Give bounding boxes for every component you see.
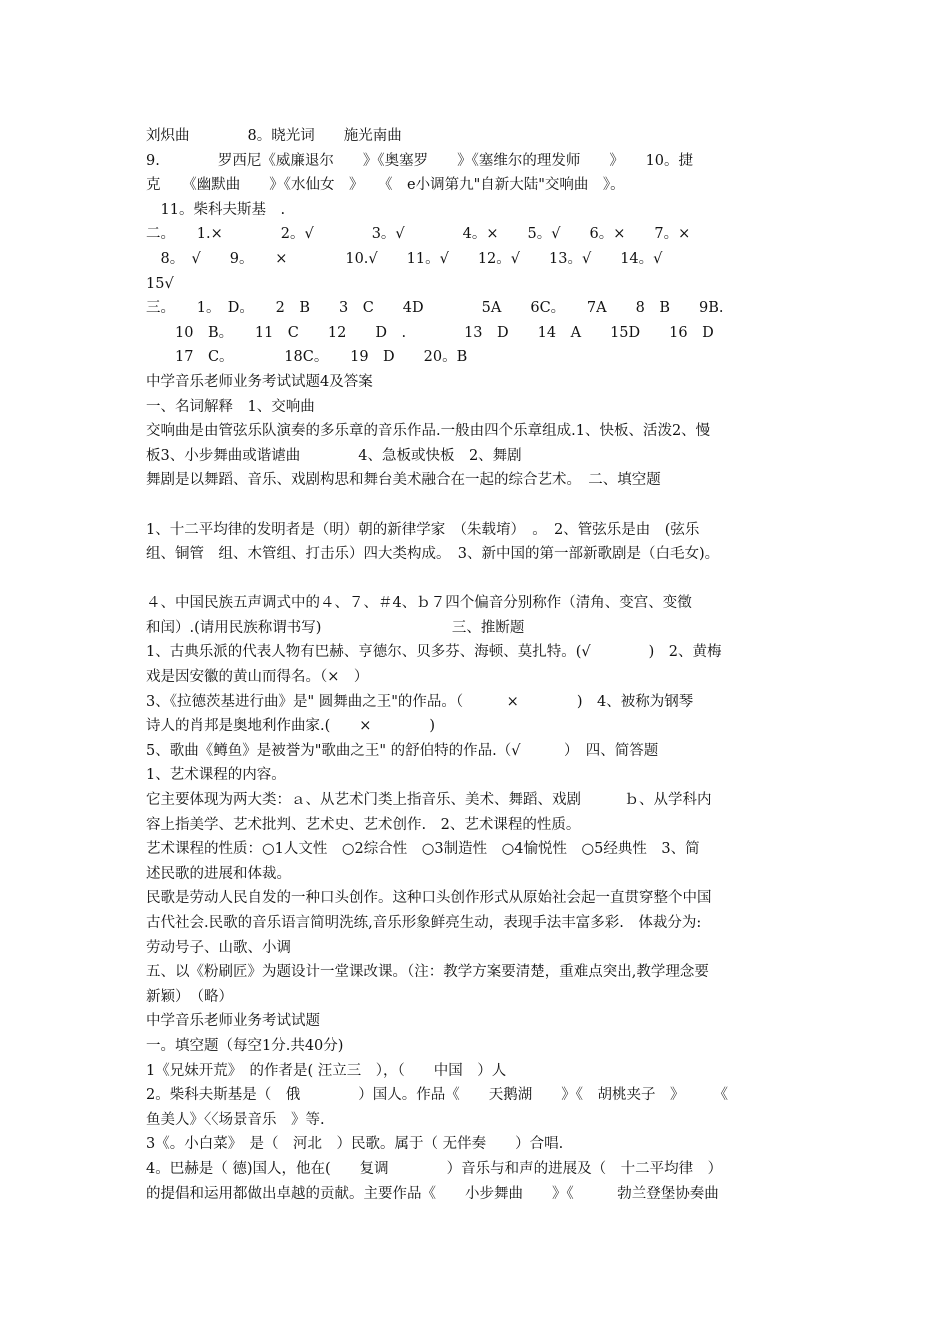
text-line: 4。巴赫是（ 德)国人，他在( 复调 ）音乐与和声的进展及（ 十二平均律 ） bbox=[146, 1160, 723, 1177]
text-line: 一。填空题（每空1分.共40分) bbox=[146, 1037, 344, 1054]
text-line: 古代社会.民歌的音乐语言简明洗练,音乐形象鲜亮生动，表现手法丰富多彩. 体裁分为: bbox=[146, 915, 702, 931]
text-line: 9. 罗西尼《威廉退尔 》《奥塞罗 》《塞维尔的理发师 》 10。捷 bbox=[146, 152, 694, 169]
text-line: 述民歌的进展和体裁。 bbox=[146, 865, 291, 882]
text-line: 民歌是劳动人民自发的一种口头创作。这种口头创作形式从原始社会起一直贯穿整个中国 bbox=[146, 890, 712, 907]
text-line: 3《。小白菜》 是（ 河北 ）民歌。属于（ 无伴奏 ）合唱. bbox=[146, 1136, 564, 1153]
text-line: 艺术课程的性质：○1人文性 ○2综合性 ○3制造性 ○4愉悦性 ○5经典性 3、简 bbox=[146, 841, 700, 858]
text-line: 板3、小步舞曲或谐谑曲 4、急板或快板 2、舞剧 bbox=[146, 447, 522, 464]
text-line: 15√ bbox=[146, 275, 174, 292]
text-line: 的提倡和运用都做出卓越的贡献。主要作品《 小步舞曲 》《 勃兰登堡协奏曲 bbox=[146, 1185, 719, 1202]
text-line: 三。 1。 D。 2 B 3 C 4D 5A 6C。 7A 8 B 9B. bbox=[146, 300, 724, 317]
text-line: 它主要体现为两大类：ａ、从艺术门类上指音乐、美术、舞蹈、戏剧 ｂ、从学科内 bbox=[146, 792, 712, 809]
text-line: 5、歌曲《鳟鱼》是被誉为"歌曲之王" 的舒伯特的作品.（√ ） 四、简答题 bbox=[146, 742, 659, 759]
text-line: 诗人的肖邦是奥地利作曲家.( × ) bbox=[146, 718, 436, 735]
text-line: 1《兄妹开荒》 的作者是( 汪立三 ），（ 中国 ）人 bbox=[146, 1062, 507, 1079]
text-line: 一、名词解释 1、交响曲 bbox=[146, 398, 315, 415]
section-title: 中学音乐老师业务考试试题 bbox=[146, 1013, 320, 1030]
text-line: 二。 1.× 2。√ 3。√ 4。× 5。√ 6。× 7。× bbox=[146, 226, 691, 243]
blank-line bbox=[146, 567, 846, 592]
text-line: 克 《幽默曲 》《水仙女 》 《 e小调第九"自新大陆"交响曲 》。 bbox=[146, 177, 625, 194]
text-line: 1、古典乐派的代表人物有巴赫、亨德尔、贝多芬、海顿、莫扎特。(√ ) 2、黄梅 bbox=[146, 644, 722, 661]
text-line: 8。 √ 9。 × 10.√ 11。√ 12。√ 13。√ 14。√ bbox=[146, 250, 663, 267]
text-line: 10 B。 11 C 12 D . 13 D 14 A 15D 16 D bbox=[146, 324, 714, 341]
text-line: 1、艺术课程的内容。 bbox=[146, 767, 286, 784]
text-line: 3、《拉德茨基进行曲》是" 圆舞曲之王"的作品。（ × ) 4、被称为钢琴 bbox=[146, 693, 694, 710]
text-line: 劳动号子、山歌、小调 bbox=[146, 939, 291, 956]
text-line: 新颖） （略） bbox=[146, 988, 233, 1005]
text-line: 交响曲是由管弦乐队演奏的多乐章的音乐作品.一般由四个乐章组成.1、快板、活泼2、慢 bbox=[146, 423, 711, 440]
text-line: 1、十二平均律的发明者是（明）朝的新律学家 （朱载堉） 。 2、管弦乐是由 (弦乐 bbox=[146, 521, 700, 538]
text-line: 11。柴科夫斯基 . bbox=[146, 201, 286, 218]
text-line: 五、以《粉刷匠》为题设计一堂课改课。（注：教学方案要清楚，重难点突出,教学理念要 bbox=[146, 964, 709, 981]
text-line: 组、铜管 组、木管组、打击乐）四大类构成。 3、新中国的第一部新歌剧是（白毛女)。 bbox=[146, 546, 720, 563]
text-line: 刘炽曲 8。晓光词 施光南曲 bbox=[146, 128, 402, 144]
text-line: ４、中国民族五声调式中的４、７、＃4、ｂ７四个偏音分别称作（清角、变宫、变徵 bbox=[146, 595, 692, 612]
text-line: 容上指美学、艺术批判、艺术史、艺术创作. 2、艺术课程的性质。 bbox=[146, 816, 581, 833]
text-line: 17 C。 18C。 19 D 20。B bbox=[146, 349, 468, 366]
section-title: 中学音乐老师业务考试试题4及答案 bbox=[146, 373, 373, 390]
blank-line bbox=[146, 493, 846, 518]
text-line: 鱼美人》〈〈场景音乐 》等. bbox=[146, 1111, 325, 1128]
text-line: 舞剧是以舞蹈、音乐、戏剧构思和舞台美术融合在一起的综合艺术。 二、填空题 bbox=[146, 472, 661, 489]
text-line: 2。柴科夫斯基是（ 俄 ）国人。作品《 天鹅湖 》《 胡桃夹子 》 《 bbox=[146, 1087, 728, 1104]
text-line: 戏是因安徽的黄山而得名。（× ） bbox=[146, 669, 369, 686]
text-line: 和闰）.(请用民族称谓书写) 三、推断题 bbox=[146, 619, 525, 636]
document-page bbox=[146, 124, 846, 1206]
